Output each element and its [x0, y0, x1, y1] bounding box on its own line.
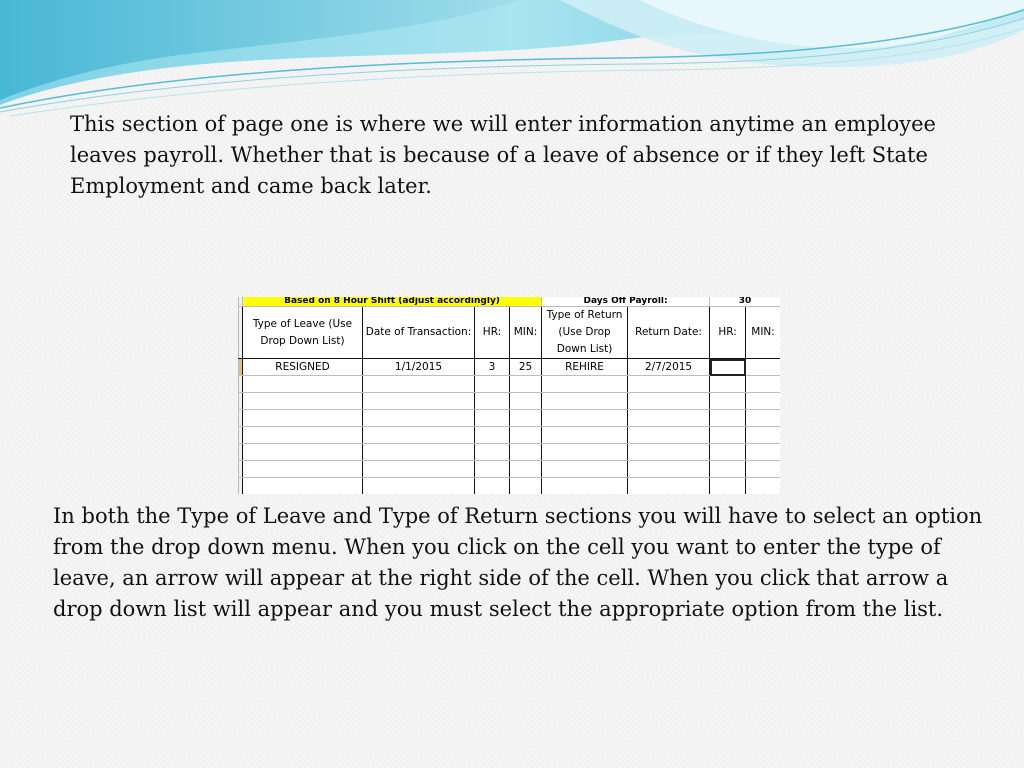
header-min: MIN: — [510, 307, 542, 359]
days-off-payroll-label: Days Off Payroll: — [542, 297, 710, 307]
empty-cell[interactable] — [510, 478, 542, 495]
empty-cell[interactable] — [542, 461, 628, 478]
empty-cell[interactable] — [542, 478, 628, 495]
empty-cell[interactable] — [475, 410, 510, 427]
empty-cell[interactable] — [363, 393, 475, 410]
empty-cell[interactable] — [363, 478, 475, 495]
empty-cell[interactable] — [510, 444, 542, 461]
empty-cell[interactable] — [628, 444, 710, 461]
empty-cell[interactable] — [542, 410, 628, 427]
empty-cell[interactable] — [475, 376, 510, 393]
empty-cell[interactable] — [710, 461, 746, 478]
intro-paragraph: This section of page one is where we will enter information anytime an employee leaves payroll. Whether that is because of a leave of absence or if they left State Employment and came back later. — [70, 112, 936, 198]
cell-type-of-leave[interactable]: RESIGNED — [243, 359, 363, 376]
empty-cell[interactable] — [710, 444, 746, 461]
empty-cell[interactable] — [542, 376, 628, 393]
empty-cell[interactable] — [475, 461, 510, 478]
empty-cell[interactable] — [363, 376, 475, 393]
empty-cell[interactable] — [628, 427, 710, 444]
empty-cell[interactable] — [710, 410, 746, 427]
empty-cell[interactable] — [363, 410, 475, 427]
payroll-leave-table — [238, 297, 780, 494]
empty-cell[interactable] — [710, 376, 746, 393]
empty-cell[interactable] — [243, 393, 363, 410]
header-type-of-return: Type of Return (Use Drop Down List) — [542, 307, 628, 359]
empty-cell[interactable] — [363, 427, 475, 444]
empty-cell[interactable] — [510, 393, 542, 410]
empty-cell[interactable] — [628, 461, 710, 478]
cell-return-date[interactable]: 2/7/2015 — [628, 359, 710, 376]
empty-cell[interactable] — [746, 461, 780, 478]
header-wave-decoration — [0, 0, 1024, 120]
empty-cell[interactable] — [475, 478, 510, 495]
empty-cell[interactable] — [542, 444, 628, 461]
empty-cell[interactable] — [628, 376, 710, 393]
empty-cell[interactable] — [243, 427, 363, 444]
empty-cell[interactable] — [510, 427, 542, 444]
empty-cell[interactable] — [710, 478, 746, 495]
empty-cell[interactable] — [510, 461, 542, 478]
empty-cell[interactable] — [243, 444, 363, 461]
empty-cell[interactable] — [475, 427, 510, 444]
header-return-min: MIN: — [746, 307, 780, 359]
empty-cell[interactable] — [710, 393, 746, 410]
empty-cell[interactable] — [542, 393, 628, 410]
header-return-date: Return Date: — [628, 307, 710, 359]
empty-cell[interactable] — [746, 393, 780, 410]
empty-cell[interactable] — [475, 393, 510, 410]
header-date-of-transaction: Date of Transaction: — [363, 307, 475, 359]
empty-cell[interactable] — [746, 444, 780, 461]
empty-cell[interactable] — [628, 410, 710, 427]
empty-cell[interactable] — [628, 478, 710, 495]
empty-cell[interactable] — [746, 410, 780, 427]
instructions-paragraph: In both the Type of Leave and Type of Return sections you will have to select an option from the drop down menu. When you click on the cell you want to enter the type of leave, an arrow will appear at the right side of the cell. When you click that arrow a drop down list will appear and you must select the appropriate option from the list. — [53, 504, 983, 621]
cell-return-hr-selected[interactable] — [710, 359, 746, 376]
empty-cell[interactable] — [475, 444, 510, 461]
empty-cell[interactable] — [746, 478, 780, 495]
cell-min[interactable]: 25 — [510, 359, 542, 376]
cell-return-min[interactable] — [746, 359, 780, 376]
empty-cell[interactable] — [243, 410, 363, 427]
cell-type-of-return[interactable]: REHIRE — [542, 359, 628, 376]
header-return-hr: HR: — [710, 307, 746, 359]
empty-cell[interactable] — [710, 427, 746, 444]
header-hr: HR: — [475, 307, 510, 359]
empty-cell[interactable] — [510, 410, 542, 427]
header-type-of-leave: Type of Leave (Use Drop Down List) — [243, 307, 363, 359]
empty-cell[interactable] — [243, 376, 363, 393]
empty-cell[interactable] — [363, 444, 475, 461]
cell-date-of-transaction[interactable]: 1/1/2015 — [363, 359, 475, 376]
empty-cell[interactable] — [243, 461, 363, 478]
empty-cell[interactable] — [542, 427, 628, 444]
spreadsheet-screenshot — [238, 297, 780, 494]
days-off-payroll-value: 30 — [710, 297, 780, 307]
cell-hr[interactable]: 3 — [475, 359, 510, 376]
empty-cell[interactable] — [628, 393, 710, 410]
empty-cell[interactable] — [746, 376, 780, 393]
empty-cell[interactable] — [510, 376, 542, 393]
empty-cell[interactable] — [243, 478, 363, 495]
empty-cell[interactable] — [363, 461, 475, 478]
shift-basis-label: Based on 8 Hour Shift (adjust accordingly) — [243, 297, 542, 307]
empty-cell[interactable] — [746, 427, 780, 444]
